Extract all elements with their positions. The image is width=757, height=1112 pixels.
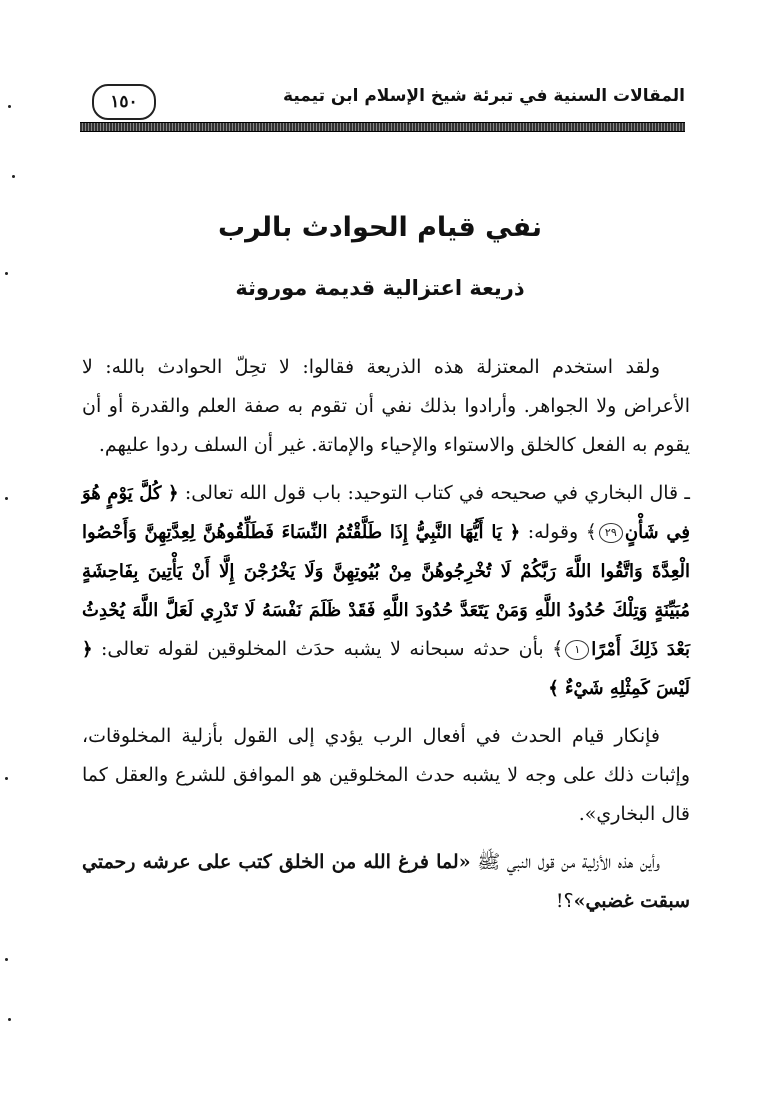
running-header	[80, 82, 685, 120]
quran-verse-1: ﴿ كُلَّ يَوْمٍ هُوَ فِي شَأْنٍ	[82, 483, 691, 543]
scan-speck	[5, 958, 8, 961]
quran-verse-3: ﴿ لَيْسَ كَمِثْلِهِ شَيْءٌ ﴾	[82, 639, 690, 699]
ayah-number-marker: ٢٩	[599, 523, 623, 543]
hadith-quote: «لما فرغ الله من الخلق كتب على عرشه رحمتي سبقت غضبي»	[82, 851, 690, 912]
scan-speck	[5, 497, 8, 500]
scan-speck	[5, 272, 8, 275]
paragraph-hadith	[82, 843, 690, 921]
hadith-end: ؟!	[555, 890, 574, 912]
hadith-lead: وأين هذه الأزلية من قول النبي ﷺ	[477, 851, 660, 873]
quran-verse-2: ﴿ يَا أَيُّهَا النَّبِيُّ إِذَا طَلَّقْتُمُ النِّسَاءَ فَطَلِّقُوهُنَّ لِعِدَّتِهِنَّ وَأَحْصُوا الْعِدَّةَ وَاتَّقُوا اللَّهَ رَبَّكُمْ لَا تُخْرِجُوهُنَّ مِنْ بُيُوتِهِنَّ وَلَا يَخْرُجْنَ إِلَّا أَنْ يَأْتِينَ بِفَاحِشَةٍ مُبَيِّنَةٍ وَتِلْكَ حُدُودُ اللَّهِ وَمَنْ يَتَعَدَّ حُدُودَ اللَّهِ فَقَدْ ظَلَمَ نَفْسَهُ لَا تَدْرِي لَعَلَّ اللَّهَ يُحْدِثُ بَعْدَ ذَلِكَ أَمْرًا	[82, 522, 691, 660]
body-text	[82, 348, 690, 930]
ayah-number-marker: ١	[565, 640, 589, 660]
scan-speck	[12, 175, 15, 178]
paragraph-denial: فإنكار قيام الحدث في أفعال الرب يؤدي إلى القول بأزلية المخلوقات، وإثبات ذلك على وجه لا يشبه حدث المخلوقين هو الموافق للشرع والعقل كما قال البخاري».	[82, 725, 690, 825]
bukhari-conclusion: ﴾ بأن حدثه سبحانه لا يشبه حدَث المخلوقين لقوله تعالى:	[101, 638, 564, 660]
paragraph-bukhari	[82, 474, 690, 708]
paragraph-mutazila: ولقد استخدم المعتزلة هذه الذريعة فقالوا: لا تحِلّ الحوادث بالله: لا الأعراض ولا الجواهر. وأرادوا بذلك نفي أن تقوم به صفة العلم والقدرة أو أن يقوم به الفعل كالخلق والاستواء والإحياء والإماتة. غير أن السلف ردوا عليهم.	[82, 356, 690, 456]
header-divider	[80, 122, 685, 132]
section-title: نفي قيام الحوادث بالرب	[217, 212, 543, 243]
page-number: ١٥٠	[92, 84, 156, 120]
bukhari-intro: ـ قال البخاري في صحيحه في كتاب التوحيد: باب قول الله تعالى:	[184, 482, 690, 504]
section-subtitle: ذريعة اعتزالية قديمة موروثة	[235, 276, 525, 300]
running-title: المقالات السنية في تبرئة شيخ الإسلام ابن تيمية	[283, 86, 685, 106]
wa-qawluh: ﴾ وقوله:	[527, 521, 597, 543]
scan-speck	[8, 1018, 11, 1021]
scan-speck	[8, 105, 11, 108]
scan-speck	[5, 777, 8, 780]
